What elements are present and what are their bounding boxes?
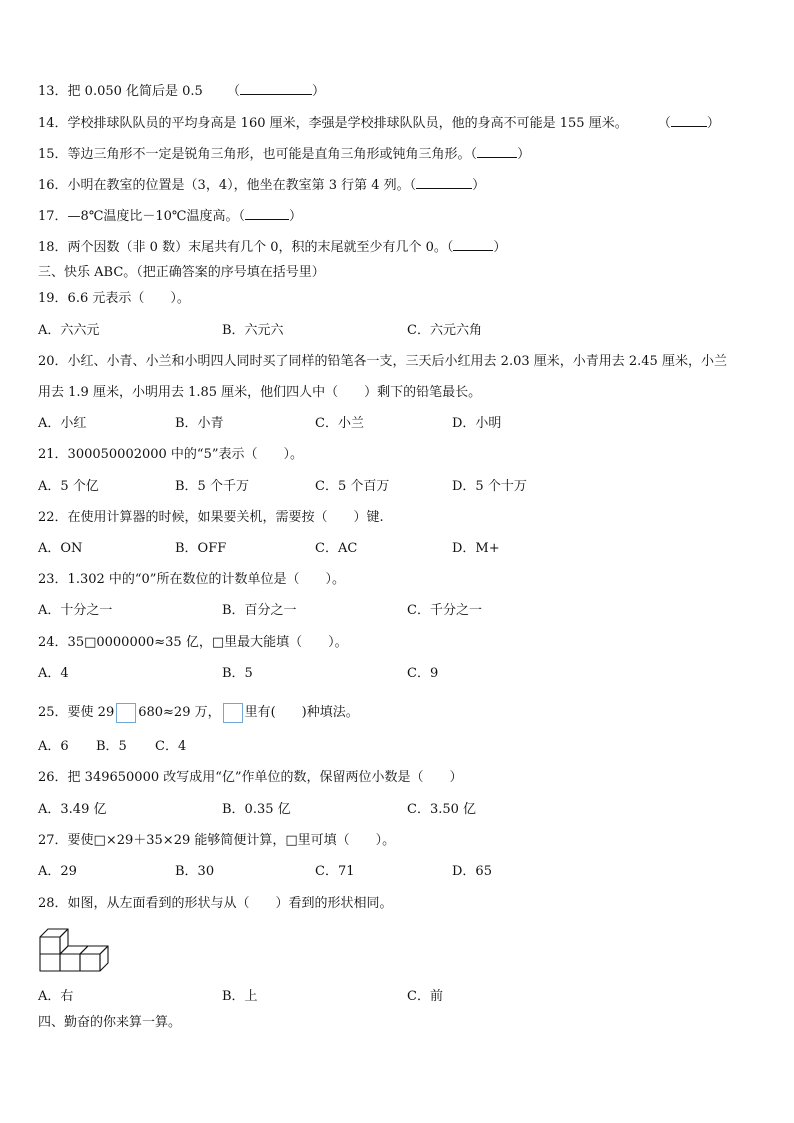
question-26: 26．把 349650000 改写成用“亿”作单位的数，保留两位小数是（ ） bbox=[38, 770, 463, 785]
question-17: 17．—8℃温度比－10℃温度高。（ ） bbox=[38, 209, 302, 224]
question-22: 22．在使用计算器的时候，如果要关机，需要按（ ）键. bbox=[38, 510, 384, 525]
option-a[interactable]: A．右 bbox=[38, 989, 74, 1004]
section-heading-3: 三、快乐 ABC。（把正确答案的序号填在括号里） bbox=[38, 265, 325, 280]
digit-box[interactable] bbox=[223, 703, 243, 723]
cube-front-face bbox=[40, 954, 60, 971]
options-24 bbox=[38, 665, 758, 683]
digit-box[interactable] bbox=[116, 703, 136, 723]
answer-blank[interactable] bbox=[477, 145, 517, 158]
options-19 bbox=[38, 322, 758, 340]
question-24: 24．35□0000000≈35 亿，□里最大能填（ ）。 bbox=[38, 635, 348, 650]
cube-figure bbox=[36, 925, 114, 973]
cube-side-face bbox=[100, 946, 108, 971]
option-c[interactable]: C．3.50 亿 bbox=[407, 802, 477, 817]
cube-front-face bbox=[60, 954, 80, 971]
option-b[interactable]: B．小青 bbox=[175, 416, 224, 431]
option-a[interactable]: A．4 bbox=[38, 666, 69, 681]
option-a[interactable]: A．十分之一 bbox=[38, 603, 113, 618]
option-b[interactable]: B．六元六 bbox=[222, 323, 284, 338]
option-d[interactable]: D．小明 bbox=[452, 416, 502, 431]
option-a[interactable]: A．29 bbox=[38, 864, 77, 879]
answer-blank[interactable] bbox=[453, 238, 493, 251]
option-c[interactable]: C．AC bbox=[315, 541, 358, 556]
cube-front-face bbox=[80, 954, 100, 971]
answer-blank[interactable] bbox=[245, 207, 289, 220]
option-c[interactable]: C．5 个百万 bbox=[315, 479, 390, 494]
answer-blank[interactable] bbox=[416, 176, 472, 189]
question-21: 21．300050002000 中的“5”表示（ ）。 bbox=[38, 447, 303, 462]
question-text: 17．—8℃温度比－10℃温度高。 bbox=[38, 209, 239, 224]
question-text: 14．学校排球队队员的平均身高是 160 厘米，李强是学校排球队队员，他的身高不可能是 155 厘米。 bbox=[38, 116, 628, 131]
option-a[interactable]: A．5 个亿 bbox=[38, 479, 99, 494]
question-25: 25．要使 29 680≈29 万， 里有( )种填法。 bbox=[38, 702, 359, 724]
option-c[interactable]: C．千分之一 bbox=[407, 603, 482, 618]
option-d[interactable]: D．M+ bbox=[452, 541, 500, 556]
option-b[interactable]: B．上 bbox=[222, 989, 258, 1004]
options-27 bbox=[38, 863, 758, 881]
question-16: 16．小明在教室的位置是（3，4），他坐在教室第 3 行第 4 列。（ ） bbox=[38, 178, 486, 193]
option-c[interactable]: C．4 bbox=[155, 739, 187, 754]
options-28 bbox=[38, 988, 758, 1006]
options-22 bbox=[38, 540, 758, 558]
option-b[interactable]: B．OFF bbox=[175, 541, 227, 556]
options-20 bbox=[38, 415, 758, 433]
option-a[interactable]: A．3.49 亿 bbox=[38, 802, 107, 817]
question-20-line-2: 用去 1.9 厘米，小明用去 1.85 厘米，他们四人中（ ）剩下的铅笔最长。 bbox=[38, 385, 482, 400]
question-13: 13．把 0.050 化简后是 0.5 （ ） bbox=[38, 84, 326, 99]
question-20-line-1: 20．小红、小青、小兰和小明四人同时买了同样的铅笔各一支，三天后小红用去 2.03 厘米，小青用去 2.45 厘米，小兰 bbox=[38, 354, 727, 369]
options-25 bbox=[38, 738, 758, 756]
option-c[interactable]: C．六元六角 bbox=[407, 323, 482, 338]
question-text: 16．小明在教室的位置是（3，4），他坐在教室第 3 行第 4 列。 bbox=[38, 178, 410, 193]
question-19: 19．6.6 元表示（ ）。 bbox=[38, 291, 190, 306]
option-b[interactable]: B．30 bbox=[175, 864, 215, 879]
option-d[interactable]: D．5 个十万 bbox=[452, 479, 527, 494]
option-b[interactable]: B．5 bbox=[96, 739, 127, 754]
question-14: 14．学校排球队队员的平均身高是 160 厘米，李强是学校排球队队员，他的身高不可能是 155 厘米。 （ ） bbox=[38, 116, 720, 131]
option-c[interactable]: C．71 bbox=[315, 864, 355, 879]
options-21 bbox=[38, 478, 758, 496]
option-a[interactable]: A．小红 bbox=[38, 416, 87, 431]
question-27: 27．要使□×29＋35×29 能够简便计算，□里可填（ ）。 bbox=[38, 833, 396, 848]
option-b[interactable]: B．5 bbox=[222, 666, 253, 681]
option-c[interactable]: C．前 bbox=[407, 989, 443, 1004]
question-text: 13．把 0.050 化简后是 0.5 bbox=[38, 84, 203, 99]
answer-blank[interactable] bbox=[671, 114, 707, 127]
answer-blank[interactable] bbox=[240, 82, 312, 95]
option-c[interactable]: C．9 bbox=[407, 666, 439, 681]
question-15: 15．等边三角形不一定是锐角三角形，也可能是直角三角形或钝角三角形。（ ） bbox=[38, 147, 531, 162]
question-28: 28．如图，从左面看到的形状与从（ ）看到的形状相同。 bbox=[38, 896, 393, 911]
section-heading-4: 四、勤奋的你来算一算。 bbox=[38, 1015, 182, 1030]
options-26 bbox=[38, 801, 758, 819]
question-text: 15．等边三角形不一定是锐角三角形，也可能是直角三角形或钝角三角形。 bbox=[38, 147, 471, 162]
option-b[interactable]: B．5 个千万 bbox=[175, 479, 249, 494]
option-a[interactable]: A．6 bbox=[38, 739, 69, 754]
question-text: 18．两个因数（非 0 数）末尾共有几个 0，积的末尾就至少有几个 0。 bbox=[38, 240, 447, 255]
question-18: 18．两个因数（非 0 数）末尾共有几个 0，积的末尾就至少有几个 0。（ ） bbox=[38, 240, 507, 255]
cube-front-face bbox=[40, 937, 60, 954]
option-d[interactable]: D．65 bbox=[452, 864, 492, 879]
option-a[interactable]: A．ON bbox=[38, 541, 83, 556]
option-b[interactable]: B．0.35 亿 bbox=[222, 802, 291, 817]
option-a[interactable]: A．六六元 bbox=[38, 323, 100, 338]
question-23: 23．1.302 中的“0”所在数位的计数单位是（ ）。 bbox=[38, 572, 345, 587]
option-b[interactable]: B．百分之一 bbox=[222, 603, 297, 618]
option-c[interactable]: C．小兰 bbox=[315, 416, 364, 431]
options-23 bbox=[38, 602, 758, 620]
